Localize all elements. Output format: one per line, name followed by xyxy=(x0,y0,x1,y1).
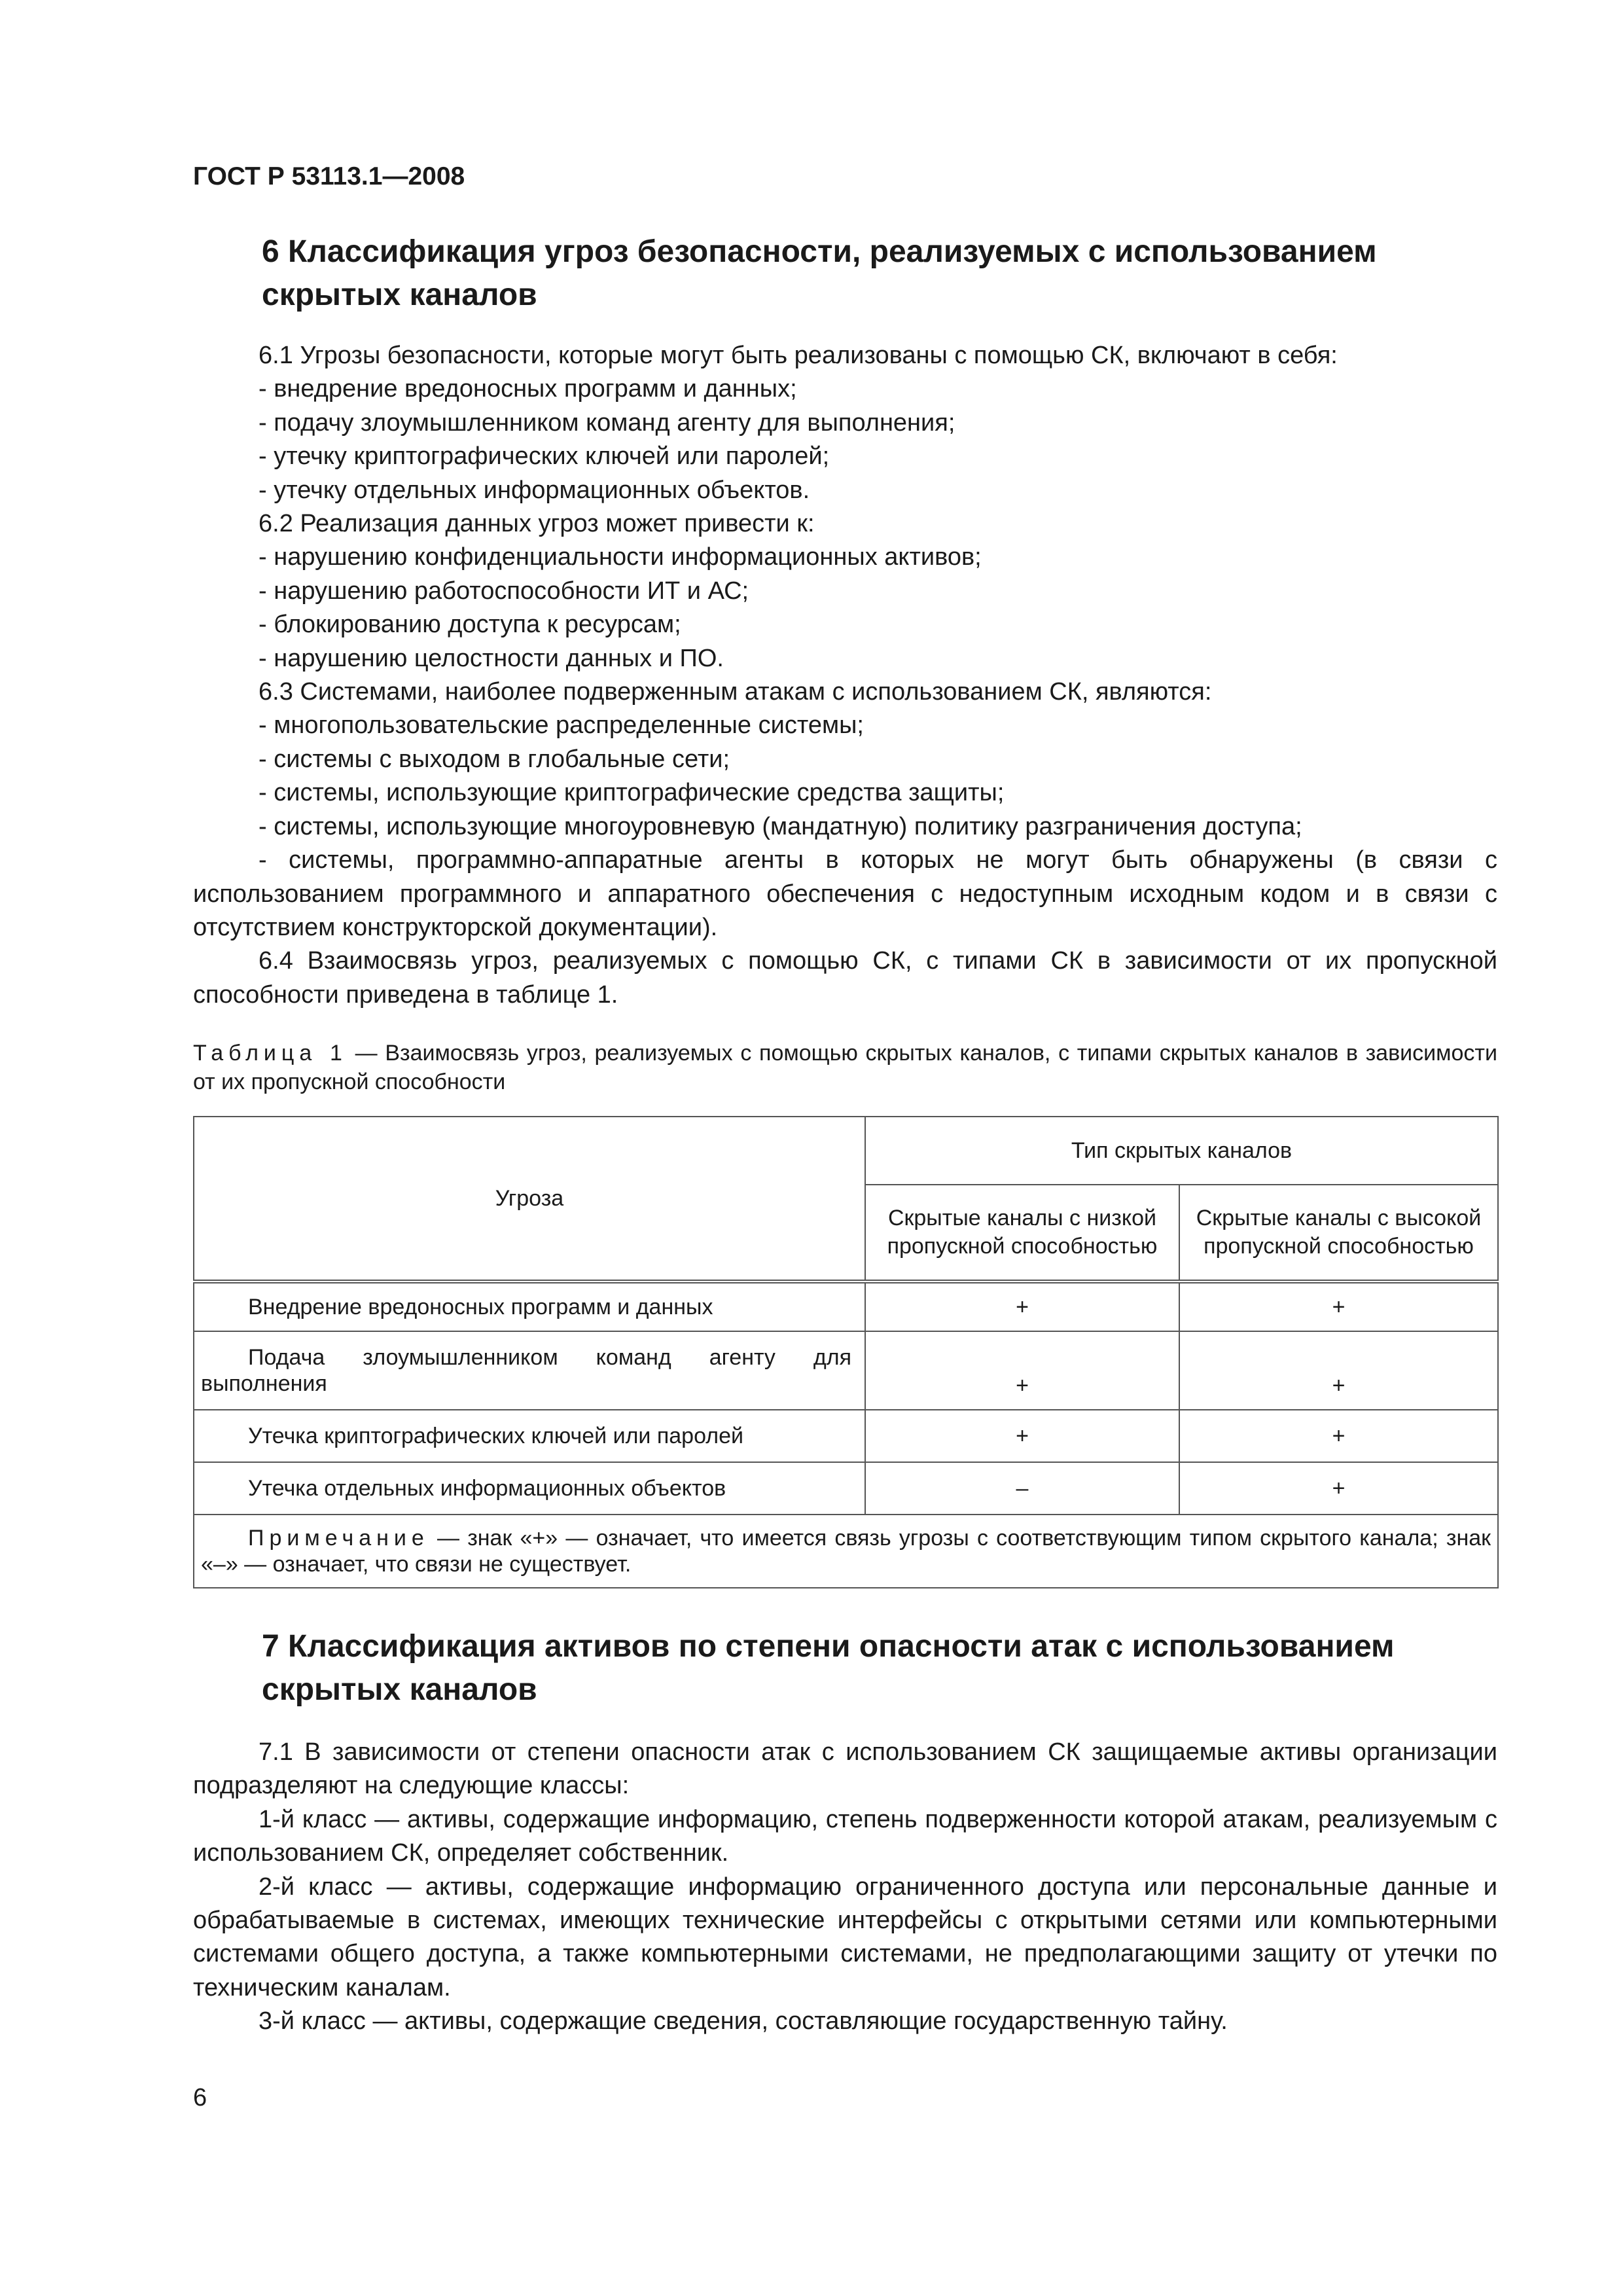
low-bandwidth-cell: + xyxy=(865,1410,1179,1462)
table-1 xyxy=(193,1116,1499,1588)
section-7-title-line1: 7 Классификация активов по степени опасности атак с использованием xyxy=(262,1629,1395,1664)
section-6-title-line1: 6 Классификация угроз безопасности, реализуемых с использованием xyxy=(262,234,1377,269)
list-item: - многопользовательские распределенные системы; xyxy=(259,711,864,740)
list-item: - внедрение вредоносных программ и данных; xyxy=(259,375,797,403)
section-7-title-line2: скрытых каналов xyxy=(262,1672,537,1707)
class-1-paragraph: 1-й класс — активы, содержащие информацию, степень подверженности которой атакам, реализуемым с использованием СК, определяет собственник. xyxy=(193,1805,1497,1867)
paragraph-6-3: 6.3 Системами, наиболее подверженным атакам с использованием СК, являются: xyxy=(259,678,1212,706)
paragraph-6-4: 6.4 Взаимосвязь угроз, реализуемых с помощью СК, с типами СК в зависимости от их пропускной способности приведена в таблице 1. xyxy=(193,947,1497,1009)
paragraph-6-2: 6.2 Реализация данных угроз может привести к: xyxy=(259,510,815,538)
section-6-title-line2: скрытых каналов xyxy=(262,278,537,312)
table-note-text: — знак «+» — означает, что имеется связь угрозы с соответствующим типом скрытого канала; знак «–» — означает, что связи не существует. xyxy=(201,1526,1491,1577)
paragraph-7-1: 7.1 В зависимости от степени опасности атак с использованием СК защищаемые активы организации подразделяют на следующие классы: xyxy=(193,1738,1497,1800)
threat-cell: Утечка отдельных информационных объектов xyxy=(194,1462,865,1515)
class-2-paragraph: 2-й класс — активы, содержащие информацию ограниченного доступа или персональные данные и обрабатываемые в системах, имеющих технические интерфейсы с открытыми сетями или компьютерными системами общего доступа, а также компьютерными системами, не предполагающими защиту от утечки по техническим каналам. xyxy=(193,1873,1497,2001)
column-header-high-bandwidth: Скрытые каналы с высокой пропускной способностью xyxy=(1179,1185,1498,1282)
high-bandwidth-cell: + xyxy=(1179,1410,1498,1462)
document-header: ГОСТ Р 53113.1—2008 xyxy=(193,162,465,190)
table-row xyxy=(194,1462,1498,1515)
low-bandwidth-cell: – xyxy=(865,1462,1179,1515)
table-1-caption xyxy=(193,1039,1497,1096)
table-row xyxy=(194,1410,1498,1462)
column-header-channel-type: Тип скрытых каналов xyxy=(865,1117,1498,1185)
list-item: - блокированию доступа к ресурсам; xyxy=(259,611,681,639)
high-bandwidth-cell: + xyxy=(1179,1282,1498,1331)
section-6-body xyxy=(193,339,1497,1012)
low-bandwidth-cell: + xyxy=(865,1282,1179,1331)
list-item: - системы, программно-аппаратные агенты в которых не могут быть обнаружены (в связи с использованием программного и аппаратного обеспечения с недоступным исходным кодом и в связи с отсутствием конструкторской документации). xyxy=(193,846,1497,941)
threat-cell: Подача злоумышленником команд агенту для выполнения xyxy=(194,1331,865,1410)
table-note xyxy=(194,1515,1498,1588)
table-row xyxy=(194,1282,1498,1331)
list-item: - нарушению конфиденциальности информационных активов; xyxy=(259,543,982,571)
class-3-paragraph: 3-й класс — активы, содержащие сведения, составляющие государственную тайну. xyxy=(259,2007,1228,2036)
list-item: - нарушению работоспособности ИТ и АС; xyxy=(259,577,749,605)
table-note-row xyxy=(194,1515,1498,1588)
column-header-low-bandwidth: Скрытые каналы с низкой пропускной способностью xyxy=(865,1185,1179,1282)
high-bandwidth-cell: + xyxy=(1179,1462,1498,1515)
list-item: - нарушению целостности данных и ПО. xyxy=(259,644,724,672)
list-item: - утечку криптографических ключей или паролей; xyxy=(259,442,830,471)
table-1-caption-label: Таблица 1 xyxy=(193,1041,348,1066)
section-7-body xyxy=(193,1736,1497,2039)
page-number: 6 xyxy=(193,2084,207,2111)
threat-cell: Утечка криптографических ключей или паролей xyxy=(194,1410,865,1462)
list-item: - системы, использующие многоуровневую (мандатную) политику разграничения доступа; xyxy=(259,812,1302,840)
paragraph-6-1: 6.1 Угрозы безопасности, которые могут быть реализованы с помощью СК, включают в себя: xyxy=(259,342,1338,369)
high-bandwidth-cell: + xyxy=(1179,1331,1498,1410)
list-item: - системы с выходом в глобальные сети; xyxy=(259,745,730,773)
table-note-label: Примечание xyxy=(248,1526,429,1551)
low-bandwidth-cell: + xyxy=(865,1331,1179,1410)
table-row xyxy=(194,1331,1498,1410)
table-1-caption-text: — Взаимосвязь угроз, реализуемых с помощью скрытых каналов, с типами скрытых каналов в зависимости от их пропускной способности xyxy=(193,1041,1497,1094)
column-header-threat: Угроза xyxy=(194,1117,865,1282)
list-item: - подачу злоумышленником команд агенту для выполнения; xyxy=(259,408,955,437)
list-item: - системы, использующие криптографические средства защиты; xyxy=(259,779,1005,807)
threat-cell: Внедрение вредоносных программ и данных xyxy=(194,1282,865,1331)
section-6-title xyxy=(262,230,1377,317)
list-item: - утечку отдельных информационных объектов. xyxy=(259,476,810,504)
section-7-title xyxy=(262,1625,1395,1712)
